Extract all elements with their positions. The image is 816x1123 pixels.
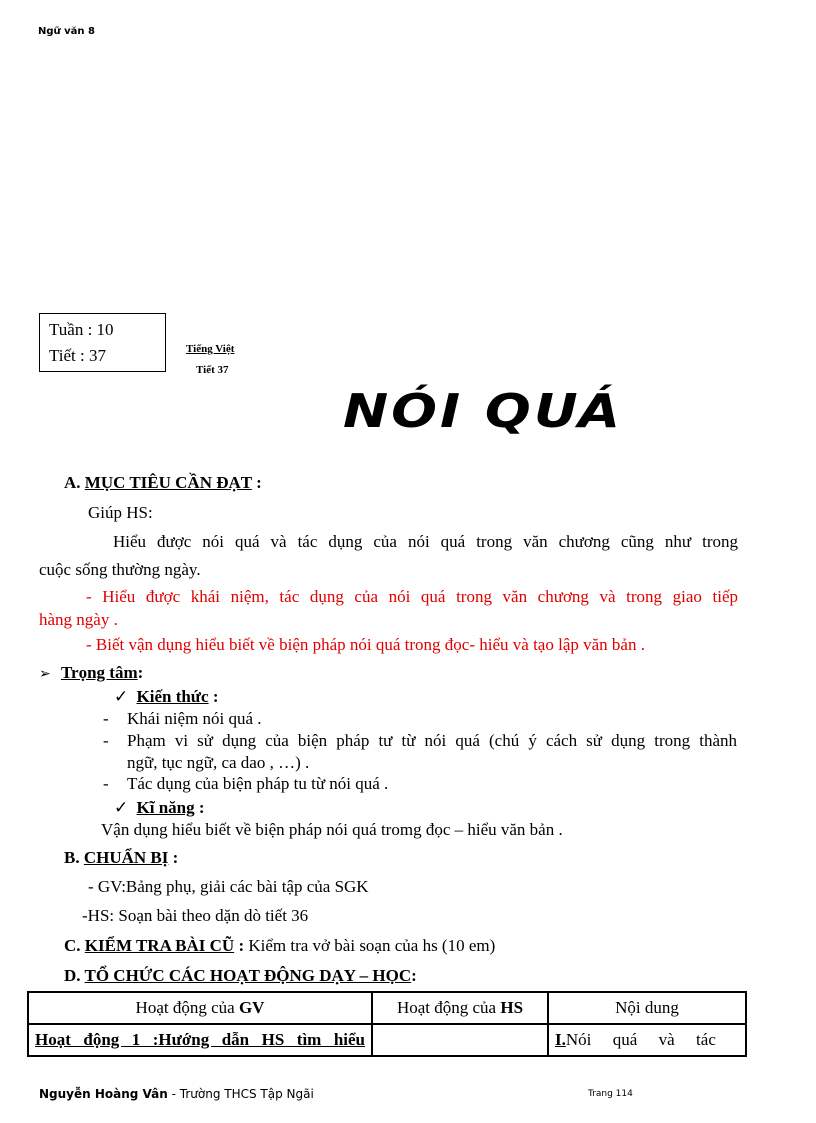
section-d-heading: D. TỔ CHỨC CÁC HOẠT ĐỘNG DẠY – HỌC: bbox=[64, 966, 417, 985]
focus-colon: : bbox=[137, 663, 144, 682]
header-content: Nội dung bbox=[548, 992, 746, 1024]
week-period-box bbox=[39, 313, 166, 372]
prep-gv: - GV:Bảng phụ, giải các bài tập của SGK bbox=[88, 877, 369, 896]
knowledge-item: - Khái niệm nói quá . bbox=[103, 709, 262, 728]
section-a-colon: : bbox=[251, 473, 262, 492]
section-b-title: CHUẨN BỊ bbox=[83, 848, 169, 867]
period-label: Tiết : 37 bbox=[49, 346, 107, 365]
row-hs-cell bbox=[372, 1024, 548, 1056]
knowledge-item-cont: ngữ, tục ngữ, ca dao , …) . bbox=[127, 753, 310, 772]
knowledge-heading bbox=[114, 687, 218, 707]
table-header-row bbox=[28, 992, 746, 1024]
skills-title: Kĩ năng bbox=[136, 798, 195, 817]
footer-author: Nguyễn Hoàng Vân bbox=[39, 1087, 168, 1101]
red-objective-2: - Biết vận dụng hiểu biết về biện pháp nói quá trong đọc- hiểu và tạo lập văn bản . bbox=[86, 635, 645, 654]
activity-table bbox=[27, 991, 747, 1057]
skills-colon: : bbox=[194, 798, 205, 817]
header-gv: Hoạt động của GV bbox=[28, 992, 372, 1024]
arrow-bullet-icon: ➢ bbox=[39, 666, 51, 682]
focus-title: Trọng tâm bbox=[60, 663, 138, 682]
lesson-title: NÓI QUÁ bbox=[342, 384, 624, 439]
subject-name: Tiếng Việt bbox=[186, 343, 235, 355]
section-b-heading: B. CHUẨN BỊ : bbox=[64, 848, 179, 867]
section-c-title: KIỂM TRA BÀI CŨ bbox=[84, 936, 235, 955]
page-footer bbox=[39, 1087, 314, 1101]
knowledge-item: - Phạm vi sử dụng của biện pháp tư từ nói quá (chú ý cách sử dụng trong thành bbox=[103, 731, 737, 750]
footer-school: - Trường THCS Tập Ngãi bbox=[167, 1087, 314, 1101]
row-gv-cell: Hoạt động 1 :Hướng dẫn HS tìm hiểu bbox=[28, 1024, 372, 1056]
goal-line-2: cuộc sống thường ngày. bbox=[39, 560, 201, 579]
checkmark-icon: ✓ bbox=[114, 687, 129, 707]
section-a-heading bbox=[64, 473, 262, 493]
page-header: Ngữ văn 8 bbox=[38, 26, 95, 37]
red-objective-1-cont: hàng ngày . bbox=[39, 610, 118, 629]
page-number: Trang 114 bbox=[588, 1089, 633, 1099]
focus-heading bbox=[39, 663, 143, 683]
section-c-heading: C. KIỂM TRA BÀI CŨ : Kiểm tra vở bài soạn của hs (10 em) bbox=[64, 936, 496, 955]
red-objective-1: - Hiểu được khái niệm, tác dụng của nói quá trong văn chương và trong giao tiếp bbox=[86, 587, 738, 606]
row-content-cell: I.Nói quá và tác bbox=[548, 1024, 746, 1056]
skills-heading bbox=[114, 798, 205, 818]
skills-text: Vận dụng hiểu biết về biện pháp nói quá tromg đọc – hiểu văn bản . bbox=[101, 820, 563, 839]
week-label: Tuần : 10 bbox=[49, 320, 114, 339]
checkmark-icon: ✓ bbox=[114, 798, 129, 818]
section-c-text: Kiểm tra vở bài soạn của hs (10 em) bbox=[244, 936, 496, 955]
knowledge-title: Kiến thức bbox=[136, 687, 209, 706]
section-d-title: TỔ CHỨC CÁC HOẠT ĐỘNG DẠY – HỌC bbox=[84, 966, 412, 985]
knowledge-item: - Tác dụng của biện pháp tu từ nói quá . bbox=[103, 774, 389, 793]
knowledge-colon: : bbox=[208, 687, 219, 706]
subject-period: Tiết 37 bbox=[196, 364, 229, 376]
goal-line-1: Hiểu được nói quá và tác dụng của nói quá trong văn chương cũng như trong bbox=[113, 532, 738, 551]
prep-hs: -HS: Soạn bài theo dặn dò tiết 36 bbox=[82, 906, 309, 925]
section-a-letter: A. bbox=[64, 473, 81, 492]
table-row bbox=[28, 1024, 746, 1056]
section-a-title: MỤC TIÊU CẦN ĐẠT bbox=[84, 473, 252, 492]
header-hs: Hoạt động của HS bbox=[372, 992, 548, 1024]
section-a-intro: Giúp HS: bbox=[88, 503, 153, 522]
